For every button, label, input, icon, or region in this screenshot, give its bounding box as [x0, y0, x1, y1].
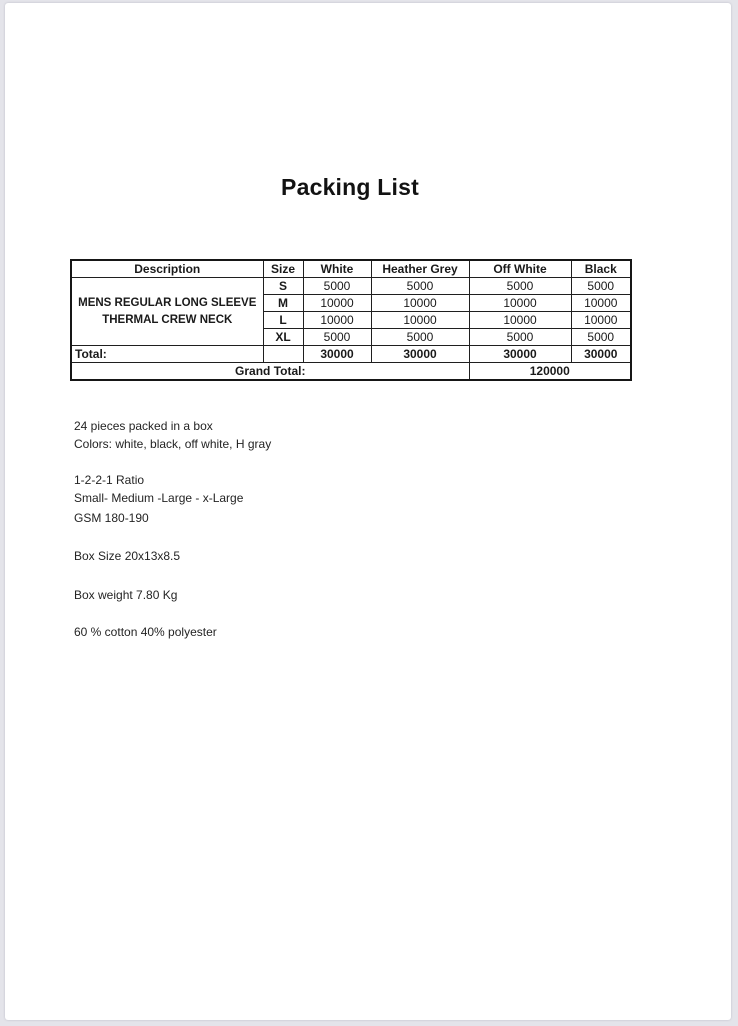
note-gsm: GSM 180-190	[74, 511, 149, 525]
qty-cell: 10000	[469, 312, 571, 329]
total-qty-cell: 30000	[571, 346, 631, 363]
note-box-weight: Box weight 7.80 Kg	[74, 588, 178, 602]
qty-cell: 10000	[571, 295, 631, 312]
note-fabric-content: 60 % cotton 40% polyester	[74, 625, 217, 639]
grand-total-label: Grand Total:	[71, 363, 469, 381]
total-qty-cell: 30000	[303, 346, 371, 363]
qty-cell: 5000	[371, 278, 469, 295]
total-row	[71, 346, 631, 363]
notes-section	[74, 417, 494, 641]
note-ratio: 1-2-2-1 Ratio	[74, 473, 145, 487]
document-page	[5, 3, 731, 1020]
col-header-size: Size	[263, 260, 303, 278]
qty-cell: 10000	[303, 295, 371, 312]
qty-cell: 10000	[469, 295, 571, 312]
qty-cell: 5000	[571, 329, 631, 346]
size-cell: S	[263, 278, 303, 295]
total-qty-cell: 30000	[469, 346, 571, 363]
col-header-off-white: Off White	[469, 260, 571, 278]
empty-size-cell	[263, 346, 303, 363]
grand-total-row	[71, 363, 631, 381]
table-header-row	[71, 260, 631, 278]
qty-cell: 5000	[469, 329, 571, 346]
document-title: Packing List	[281, 174, 419, 200]
note-colors: Colors: white, black, off white, H gray	[74, 437, 272, 451]
qty-cell: 10000	[303, 312, 371, 329]
col-header-black: Black	[571, 260, 631, 278]
total-qty-cell: 30000	[371, 346, 469, 363]
col-header-description: Description	[71, 260, 263, 278]
qty-cell: 10000	[371, 295, 469, 312]
qty-cell: 5000	[303, 329, 371, 346]
table-row-size-s	[71, 278, 631, 295]
qty-cell: 5000	[371, 329, 469, 346]
qty-cell: 10000	[571, 312, 631, 329]
qty-cell: 5000	[469, 278, 571, 295]
size-cell: XL	[263, 329, 303, 346]
col-header-heather-grey: Heather Grey	[371, 260, 469, 278]
qty-cell: 5000	[571, 278, 631, 295]
note-pieces-per-box: 24 pieces packed in a box	[74, 419, 213, 433]
note-box-size: Box Size 20x13x8.5	[74, 549, 181, 563]
qty-cell: 10000	[371, 312, 469, 329]
size-cell: M	[263, 295, 303, 312]
qty-cell: 5000	[303, 278, 371, 295]
grand-total-value: 120000	[469, 363, 631, 381]
size-cell: L	[263, 312, 303, 329]
description-cell: MENS REGULAR LONG SLEEVE THERMAL CREW NECK	[71, 278, 263, 346]
note-sizes: Small- Medium -Large - x-Large	[74, 491, 244, 505]
col-header-white: White	[303, 260, 371, 278]
total-label: Total:	[71, 346, 263, 363]
packing-table	[70, 259, 632, 381]
